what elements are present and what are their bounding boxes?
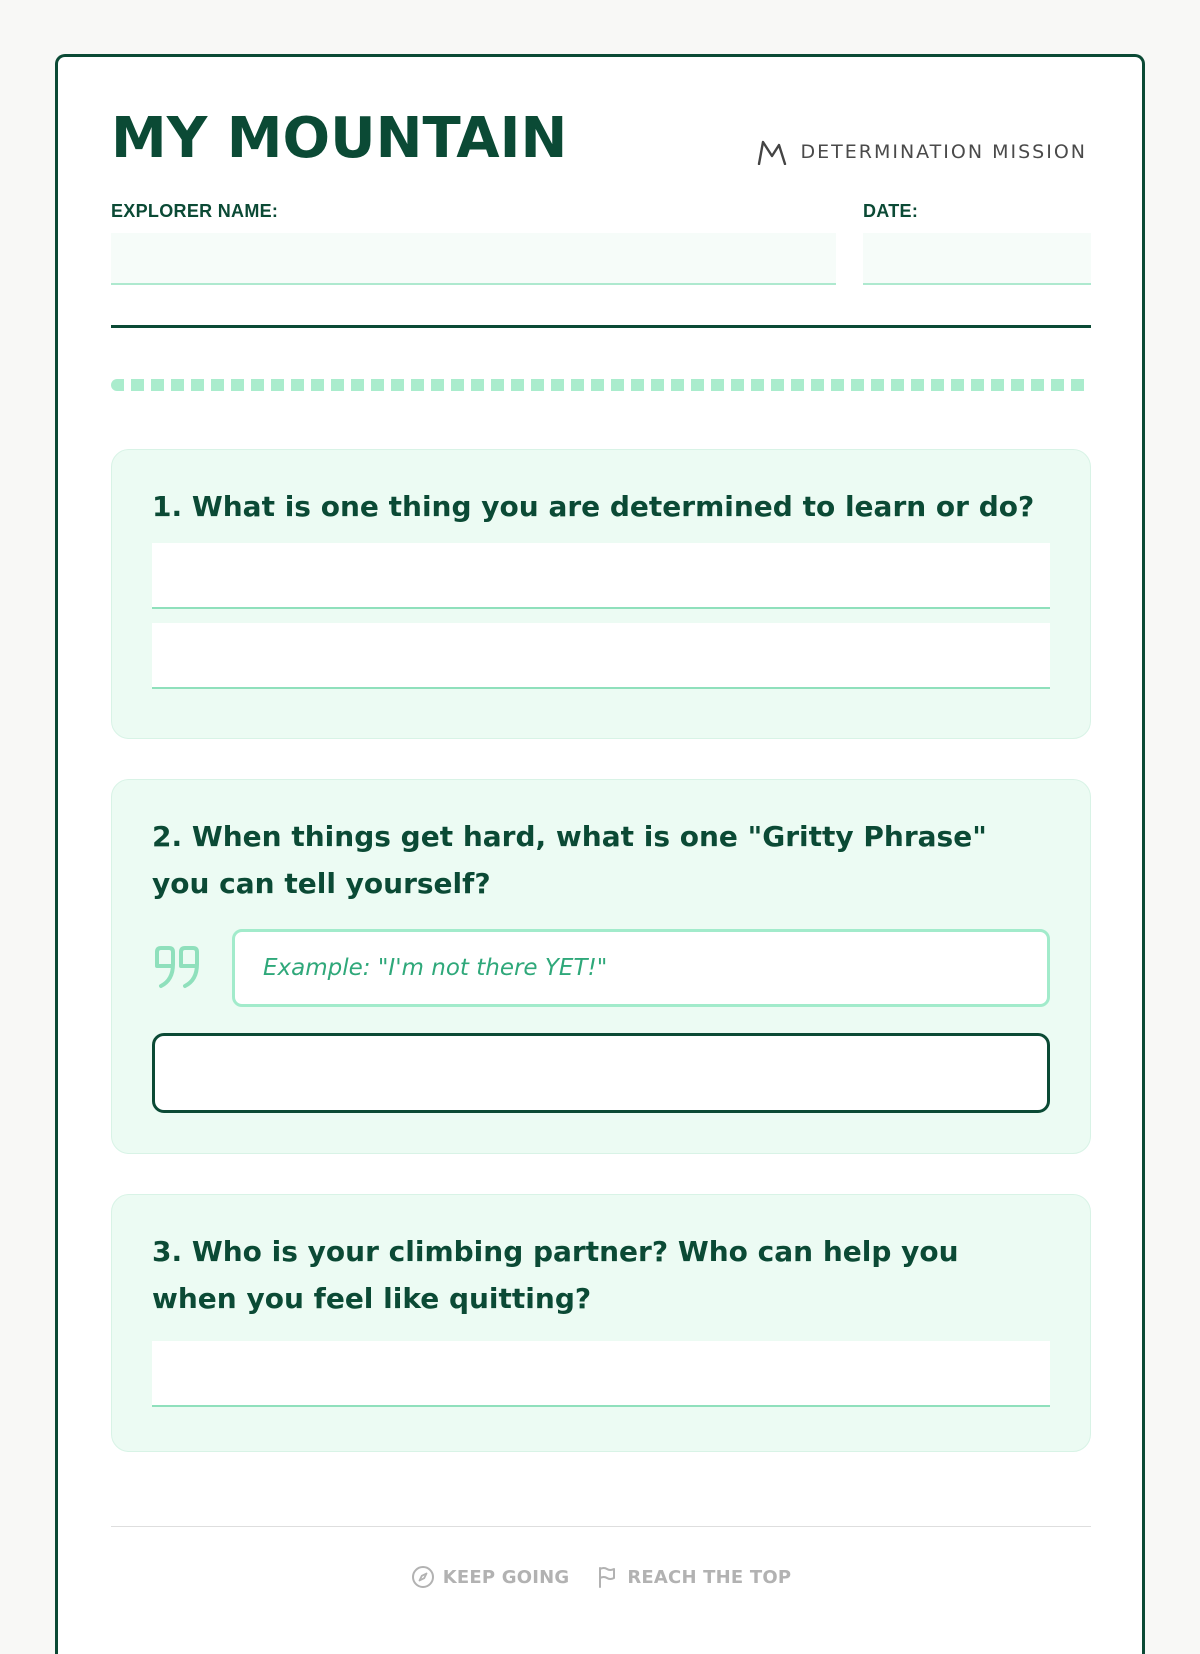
footer-item-keep-going xyxy=(411,1565,570,1589)
example-box xyxy=(232,929,1050,1007)
gritty-phrase-input[interactable] xyxy=(152,1033,1050,1113)
date-input[interactable] xyxy=(863,233,1091,285)
mission-badge xyxy=(757,139,1088,165)
footer-divider xyxy=(111,1526,1091,1527)
footer xyxy=(111,1565,1091,1589)
footer-label-keep-going: KEEP GOING xyxy=(442,1566,570,1588)
question-card-1 xyxy=(111,449,1091,739)
mountain-icon xyxy=(757,139,787,165)
footer-label-reach-the-top: REACH THE TOP xyxy=(627,1566,792,1588)
example-row xyxy=(152,929,1050,1007)
explorer-name-input[interactable] xyxy=(111,233,836,285)
question-card-2 xyxy=(111,779,1091,1154)
example-text: Example: "I'm not there YET!" xyxy=(263,955,608,981)
worksheet xyxy=(55,54,1145,1654)
question-1-answer-line-2[interactable] xyxy=(152,623,1050,689)
page-title: MY MOUNTAIN xyxy=(111,106,568,171)
flag-icon xyxy=(595,1565,619,1589)
question-card-3 xyxy=(111,1194,1091,1452)
header-divider xyxy=(111,325,1091,328)
question-2-text: 2. When things get hard, what is one "Gritty Phrase" you can tell yourself? xyxy=(152,820,987,900)
dashed-divider xyxy=(111,379,1091,391)
question-3-answer-line-1[interactable] xyxy=(152,1341,1050,1407)
compass-icon xyxy=(411,1565,435,1589)
explorer-name-label: EXPLORER NAME: xyxy=(111,201,279,221)
question-1-answer-line-1[interactable] xyxy=(152,543,1050,609)
date-label: DATE: xyxy=(863,201,919,221)
quote-icon xyxy=(152,943,202,993)
question-1-text: 1. What is one thing you are determined to learn or do? xyxy=(152,490,1035,523)
question-3-text: 3. Who is your climbing partner? Who can help you when you feel like quitting? xyxy=(152,1235,959,1315)
footer-item-reach-the-top xyxy=(595,1565,791,1589)
mission-label: DETERMINATION MISSION xyxy=(800,141,1087,163)
